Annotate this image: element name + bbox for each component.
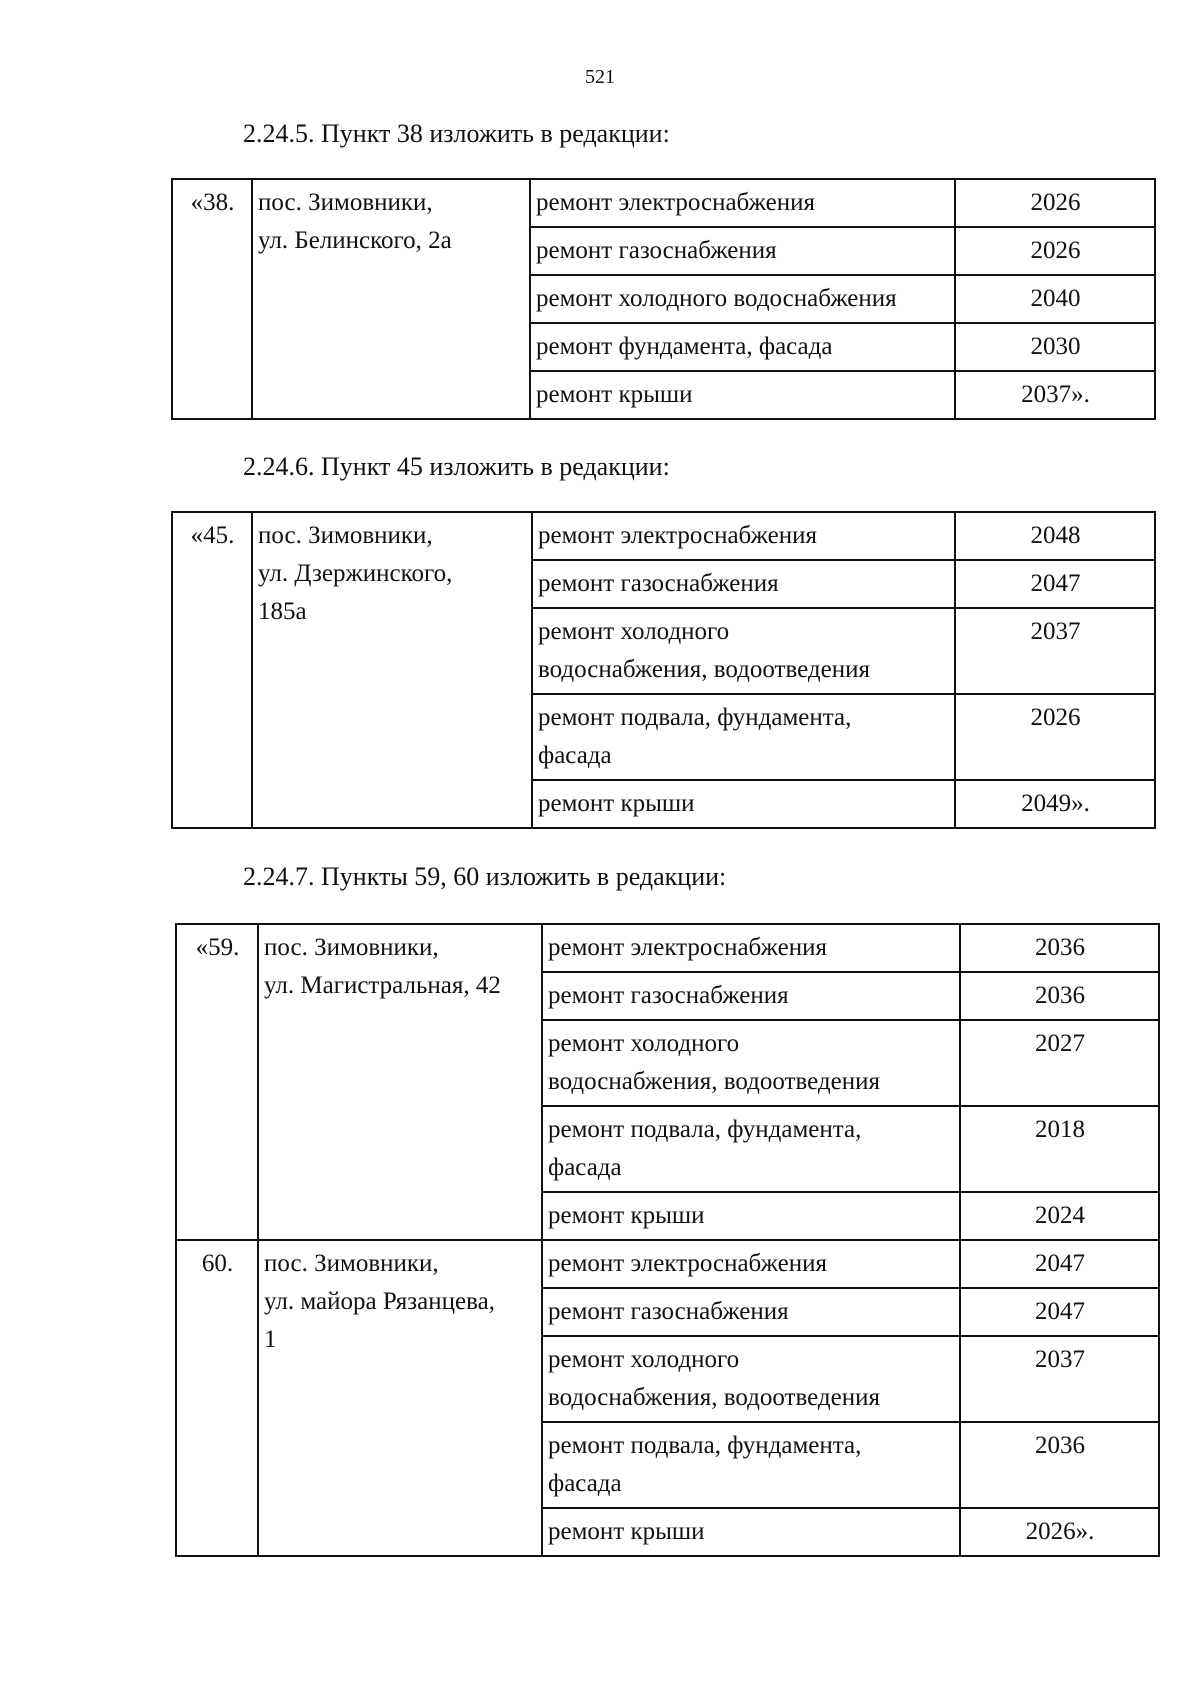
year-cell: 2036 [960,1422,1159,1508]
address-line: 1 [264,1326,277,1353]
address-line: ул. Магистральная, 42 [264,972,501,999]
repair-table [175,923,1160,1557]
address-line: ул. Дзержинского, [258,560,453,587]
year-cell: 2026». [960,1508,1159,1556]
work-type-line: ремонт газоснабжения [548,982,789,1009]
work-type-cell [532,780,955,828]
work-type-cell [542,972,960,1020]
year-cell: 2027 [960,1020,1159,1106]
work-type-line: ремонт подвала, фундамента, [548,1432,862,1459]
work-type-cell [542,1240,960,1288]
address-cell [252,512,532,828]
address-line: пос. Зимовники, [264,934,439,961]
work-type-line: ремонт холодного [548,1346,740,1373]
year-cell: 2047 [955,560,1155,608]
year-cell: 2047 [960,1240,1159,1288]
page-number: 521 [585,66,615,88]
section-heading: 2.24.5. Пункт 38 изложить в редакции: [243,119,670,148]
work-type-cell [542,1422,960,1508]
year-cell: 2036 [960,972,1159,1020]
repair-table [171,511,1156,829]
item-number: «38. [172,179,252,419]
work-type-line: ремонт фундамента, фасада [536,333,833,360]
work-type-cell [542,1336,960,1422]
work-type-cell [542,1508,960,1556]
work-type-line: ремонт холодного водоснабжения [536,285,897,312]
year-cell: 2048 [955,512,1155,560]
work-type-cell [530,323,955,371]
work-type-cell [532,694,955,780]
work-type-line: ремонт холодного [548,1030,740,1057]
work-type-line: ремонт подвала, фундамента, [548,1116,862,1143]
year-cell: 2024 [960,1192,1159,1240]
section-heading: 2.24.6. Пункт 45 изложить в редакции: [243,452,670,481]
year-cell: 2037 [960,1336,1159,1422]
address-cell [258,1240,542,1556]
address-line: пос. Зимовники, [264,1250,439,1277]
item-number: «59. [176,924,258,1240]
work-type-line: ремонт крыши [538,790,695,817]
item-number: «45. [172,512,252,828]
work-type-cell [542,924,960,972]
work-type-cell [542,1288,960,1336]
work-type-line: ремонт электроснабжения [538,522,817,549]
year-cell: 2026 [955,694,1155,780]
year-cell: 2037 [955,608,1155,694]
repair-table [171,178,1156,420]
work-type-cell [542,1020,960,1106]
work-type-cell [530,371,955,419]
work-type-cell [542,1106,960,1192]
work-type-line: водоснабжения, водоотведения [548,1384,880,1411]
address-cell [258,924,542,1240]
work-type-line: ремонт крыши [536,381,693,408]
table-row [172,179,1155,227]
work-type-cell [532,512,955,560]
address-line: пос. Зимовники, [258,522,433,549]
table-row [176,1240,1159,1288]
address-line: 185а [258,598,307,625]
year-cell: 2036 [960,924,1159,972]
address-cell [252,179,530,419]
work-type-line: ремонт крыши [548,1518,705,1545]
work-type-cell [530,275,955,323]
year-cell: 2047 [960,1288,1159,1336]
year-cell: 2030 [955,323,1155,371]
work-type-line: ремонт электроснабжения [536,189,815,216]
work-type-line: ремонт электроснабжения [548,934,827,961]
year-cell: 2037». [955,371,1155,419]
year-cell: 2026 [955,227,1155,275]
work-type-cell [530,179,955,227]
section-heading: 2.24.7. Пункты 59, 60 изложить в редакции: [243,862,727,891]
year-cell: 2018 [960,1106,1159,1192]
work-type-line: водоснабжения, водоотведения [548,1068,880,1095]
work-type-line: ремонт электроснабжения [548,1250,827,1277]
work-type-line: ремонт холодного [538,618,730,645]
work-type-line: фасада [548,1154,622,1181]
address-line: ул. Белинского, 2а [258,227,452,254]
work-type-line: ремонт газоснабжения [548,1298,789,1325]
work-type-line: ремонт подвала, фундамента, [538,704,852,731]
address-line: ул. майора Рязанцева, [264,1288,495,1315]
table-row [176,924,1159,972]
year-cell: 2040 [955,275,1155,323]
work-type-line: ремонт газоснабжения [538,570,779,597]
work-type-cell [532,608,955,694]
work-type-line: фасада [548,1470,622,1497]
table-row [172,512,1155,560]
work-type-cell [542,1192,960,1240]
work-type-line: фасада [538,742,612,769]
work-type-line: водоснабжения, водоотведения [538,656,870,683]
work-type-cell [530,227,955,275]
work-type-line: ремонт газоснабжения [536,237,777,264]
item-number: 60. [176,1240,258,1556]
address-line: пос. Зимовники, [258,189,433,216]
work-type-line: ремонт крыши [548,1202,705,1229]
work-type-cell [532,560,955,608]
year-cell: 2026 [955,179,1155,227]
year-cell: 2049». [955,780,1155,828]
